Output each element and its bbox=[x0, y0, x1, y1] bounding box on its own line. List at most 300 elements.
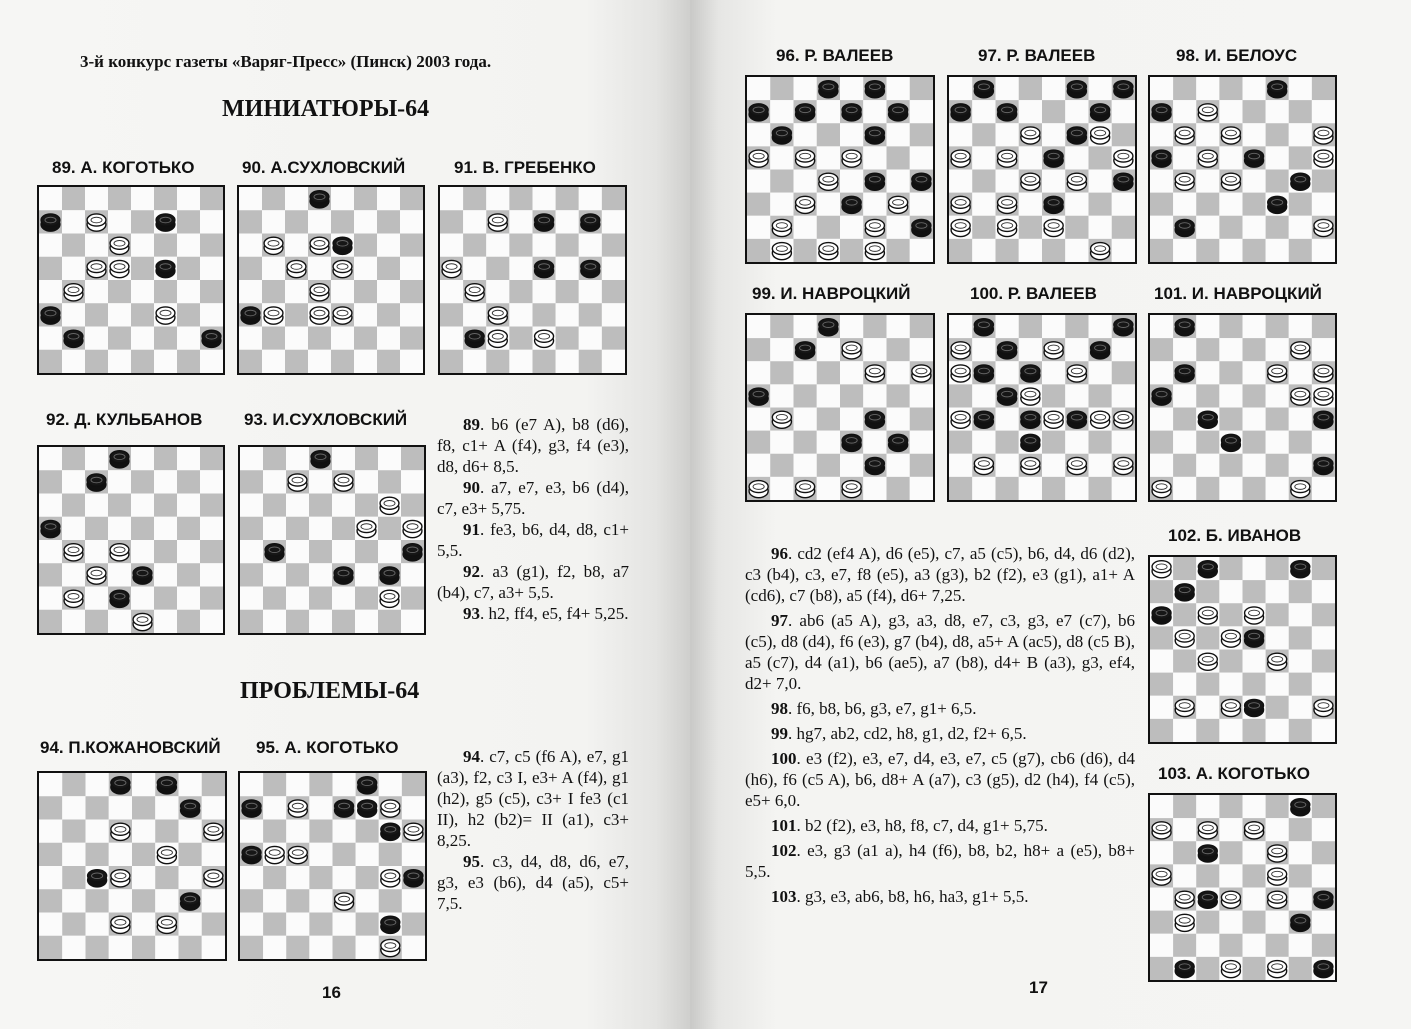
dark-square bbox=[602, 234, 625, 257]
white-checker bbox=[156, 307, 175, 324]
light-square bbox=[1312, 431, 1335, 454]
light-square bbox=[972, 193, 995, 216]
dark-square bbox=[1312, 170, 1335, 193]
dark-square bbox=[200, 234, 223, 257]
light-square bbox=[840, 454, 863, 477]
light-square bbox=[1289, 454, 1312, 477]
light-square bbox=[377, 280, 400, 303]
white-checker bbox=[842, 342, 861, 359]
light-square bbox=[1289, 888, 1312, 911]
dark-square bbox=[1196, 719, 1219, 742]
solution-number: 94 bbox=[463, 747, 480, 766]
dark-square bbox=[356, 913, 379, 936]
dark-square bbox=[332, 517, 355, 540]
light-square bbox=[910, 384, 933, 407]
dark-square bbox=[200, 187, 223, 210]
white-checker bbox=[796, 150, 815, 167]
light-square bbox=[863, 384, 886, 407]
dark-square bbox=[1196, 580, 1219, 603]
dark-square bbox=[1219, 77, 1242, 100]
contest-header: 3-й конкурс газеты «Варяг-Пресс» (Пинск) 2003 года. bbox=[80, 52, 492, 71]
dark-square bbox=[240, 563, 263, 586]
white-checker bbox=[1152, 822, 1171, 839]
light-square bbox=[131, 587, 154, 610]
black-checker bbox=[581, 260, 600, 277]
white-checker bbox=[1091, 127, 1110, 144]
board-grid bbox=[1150, 795, 1335, 980]
white-checker bbox=[1314, 365, 1333, 382]
black-checker bbox=[1314, 961, 1333, 978]
light-square bbox=[1173, 239, 1196, 262]
white-checker bbox=[749, 481, 768, 498]
light-square bbox=[1065, 193, 1088, 216]
solution-number: 91 bbox=[463, 520, 480, 539]
light-square bbox=[1312, 338, 1335, 361]
black-checker bbox=[535, 260, 554, 277]
dark-square bbox=[401, 587, 424, 610]
white-checker bbox=[889, 196, 908, 213]
white-checker bbox=[1175, 630, 1194, 647]
light-square bbox=[972, 477, 995, 500]
light-square bbox=[1266, 673, 1289, 696]
white-checker bbox=[381, 939, 400, 956]
black-checker bbox=[974, 81, 993, 98]
dark-square bbox=[1042, 100, 1065, 123]
black-checker bbox=[1291, 799, 1310, 816]
black-checker bbox=[1314, 411, 1333, 428]
black-checker bbox=[64, 330, 83, 347]
white-checker bbox=[1198, 822, 1217, 839]
light-square bbox=[1173, 818, 1196, 841]
dark-square bbox=[533, 303, 556, 326]
black-checker bbox=[1291, 173, 1310, 190]
white-checker bbox=[819, 243, 838, 260]
black-checker bbox=[1175, 365, 1194, 382]
dark-square bbox=[949, 431, 972, 454]
light-square bbox=[39, 820, 62, 843]
dark-square bbox=[1173, 650, 1196, 673]
black-checker bbox=[242, 846, 261, 863]
dark-square bbox=[747, 239, 770, 262]
black-checker bbox=[1044, 150, 1063, 167]
white-checker bbox=[1314, 699, 1333, 716]
board-title: 90. А.СУХЛОВСКИЙ bbox=[242, 158, 406, 177]
white-checker bbox=[334, 474, 353, 491]
light-square bbox=[440, 234, 463, 257]
black-checker bbox=[1245, 150, 1264, 167]
black-checker bbox=[842, 196, 861, 213]
black-checker bbox=[1021, 411, 1040, 428]
dark-square bbox=[86, 889, 109, 912]
dark-square bbox=[154, 327, 177, 350]
dark-square bbox=[1312, 557, 1335, 580]
dark-square bbox=[1312, 603, 1335, 626]
dark-square bbox=[131, 257, 154, 280]
dark-square bbox=[1289, 673, 1312, 696]
light-square bbox=[579, 327, 602, 350]
solution-paragraph bbox=[437, 746, 629, 851]
light-square bbox=[177, 587, 200, 610]
light-square bbox=[62, 796, 85, 819]
white-checker bbox=[1152, 481, 1171, 498]
light-square bbox=[463, 350, 486, 373]
dark-square bbox=[949, 384, 972, 407]
black-checker bbox=[41, 520, 60, 537]
light-square bbox=[972, 146, 995, 169]
light-square bbox=[309, 889, 332, 912]
solution-paragraph bbox=[745, 748, 1135, 811]
dark-square bbox=[579, 350, 602, 373]
black-checker bbox=[1314, 891, 1333, 908]
light-square bbox=[1065, 146, 1088, 169]
dark-square bbox=[177, 303, 200, 326]
black-checker bbox=[581, 214, 600, 231]
white-checker bbox=[157, 846, 176, 863]
light-square bbox=[240, 913, 263, 936]
light-square bbox=[202, 843, 225, 866]
dark-square bbox=[200, 587, 223, 610]
white-checker bbox=[1221, 630, 1240, 647]
light-square bbox=[179, 913, 202, 936]
dark-square bbox=[1089, 431, 1112, 454]
dark-square bbox=[817, 216, 840, 239]
light-square bbox=[177, 540, 200, 563]
solution-number: 95 bbox=[463, 852, 480, 871]
dark-square bbox=[910, 315, 933, 338]
light-square bbox=[401, 563, 424, 586]
light-square bbox=[262, 350, 285, 373]
dark-square bbox=[1150, 580, 1173, 603]
light-square bbox=[1243, 170, 1266, 193]
light-square bbox=[996, 408, 1019, 431]
light-square bbox=[400, 210, 423, 233]
white-checker bbox=[403, 520, 422, 537]
dark-square bbox=[1173, 603, 1196, 626]
light-square bbox=[86, 913, 109, 936]
light-square bbox=[887, 216, 910, 239]
light-square bbox=[379, 773, 402, 796]
dark-square bbox=[308, 327, 331, 350]
light-square bbox=[747, 454, 770, 477]
white-checker bbox=[1091, 411, 1110, 428]
solution-number: 100 bbox=[771, 749, 797, 768]
dark-square bbox=[200, 280, 223, 303]
solution-text: . a7, e7, e3, b6 (d4), c7, e3+ 5,75. bbox=[437, 478, 629, 518]
light-square bbox=[39, 327, 62, 350]
dark-square bbox=[309, 913, 332, 936]
dark-square bbox=[263, 773, 286, 796]
white-checker bbox=[1314, 219, 1333, 236]
light-square bbox=[62, 470, 85, 493]
white-checker bbox=[287, 260, 306, 277]
black-checker bbox=[1198, 411, 1217, 428]
light-square bbox=[863, 146, 886, 169]
white-checker bbox=[204, 823, 223, 840]
black-checker bbox=[333, 237, 352, 254]
solution-paragraph bbox=[745, 886, 1135, 907]
light-square bbox=[602, 257, 625, 280]
white-checker bbox=[1198, 653, 1217, 670]
white-checker bbox=[1091, 243, 1110, 260]
board-title: 95. А. КОГОТЬКО bbox=[256, 738, 399, 757]
light-square bbox=[1312, 719, 1335, 742]
white-checker bbox=[772, 411, 791, 428]
light-square bbox=[240, 866, 263, 889]
light-square bbox=[1312, 239, 1335, 262]
dark-square bbox=[1196, 911, 1219, 934]
black-checker bbox=[1114, 173, 1133, 190]
dark-square bbox=[972, 170, 995, 193]
light-square bbox=[39, 280, 62, 303]
dark-square bbox=[1243, 580, 1266, 603]
solution-text: . b6 (e7 A), b8 (d6), f8, c1+ A (f4), g3, f4 (e3), d8, d6+ 8,5. bbox=[437, 415, 629, 476]
black-checker bbox=[865, 173, 884, 190]
white-checker bbox=[1198, 607, 1217, 624]
light-square bbox=[794, 408, 817, 431]
light-square bbox=[62, 350, 85, 373]
light-square bbox=[533, 280, 556, 303]
solution-text: . b2 (f2), e3, h8, f8, c7, d4, g1+ 5,75. bbox=[796, 816, 1048, 835]
dark-square bbox=[972, 123, 995, 146]
solution-text: . ab6 (a5 A), g3, a3, d8, e7, c3, g3, e7 (c7), b6 (c5), d8 (d4), f6 (e3), g7 (b4), d8, a5+ A (ac5), d8 (c5 B), a5 (c7), d4 (a1), b6 (ae5), a7 (b8), d4+ B (a3), g3, ef4, d2+ 7,0. bbox=[745, 611, 1135, 693]
white-checker bbox=[87, 567, 106, 584]
light-square bbox=[62, 889, 85, 912]
light-square bbox=[1243, 841, 1266, 864]
dark-square bbox=[132, 843, 155, 866]
light-square bbox=[332, 540, 355, 563]
white-checker bbox=[1044, 219, 1063, 236]
dark-square bbox=[949, 477, 972, 500]
solution-number: 102 bbox=[771, 841, 797, 860]
white-checker bbox=[264, 307, 283, 324]
light-square bbox=[85, 187, 108, 210]
light-square bbox=[108, 610, 131, 633]
dark-square bbox=[286, 889, 309, 912]
dark-square bbox=[179, 843, 202, 866]
black-checker bbox=[358, 777, 377, 794]
light-square bbox=[85, 587, 108, 610]
dark-square bbox=[910, 408, 933, 431]
light-square bbox=[887, 454, 910, 477]
dark-square bbox=[154, 540, 177, 563]
dark-square bbox=[309, 494, 332, 517]
light-square bbox=[286, 587, 309, 610]
dark-square bbox=[379, 889, 402, 912]
light-square bbox=[794, 216, 817, 239]
light-square bbox=[1219, 911, 1242, 934]
black-checker bbox=[1198, 891, 1217, 908]
light-square bbox=[949, 454, 972, 477]
light-square bbox=[1266, 146, 1289, 169]
light-square bbox=[402, 796, 425, 819]
dark-square bbox=[240, 889, 263, 912]
dark-square bbox=[1173, 841, 1196, 864]
dark-square bbox=[401, 494, 424, 517]
light-square bbox=[1150, 934, 1173, 957]
light-square bbox=[108, 210, 131, 233]
solution-text: . a3 (g1), f2, b8, a7 (b4), c7, a3+ 5,5. bbox=[437, 562, 629, 602]
black-checker bbox=[1021, 365, 1040, 382]
dark-square bbox=[263, 447, 286, 470]
dark-square bbox=[108, 327, 131, 350]
light-square bbox=[794, 454, 817, 477]
light-square bbox=[1219, 719, 1242, 742]
light-square bbox=[85, 234, 108, 257]
white-checker bbox=[1291, 388, 1310, 405]
white-checker bbox=[1268, 891, 1287, 908]
dark-square bbox=[333, 843, 356, 866]
light-square bbox=[817, 193, 840, 216]
dark-square bbox=[108, 187, 131, 210]
dark-square bbox=[1243, 193, 1266, 216]
dark-square bbox=[1266, 123, 1289, 146]
light-square bbox=[240, 494, 263, 517]
light-square bbox=[332, 447, 355, 470]
light-square bbox=[440, 327, 463, 350]
light-square bbox=[85, 494, 108, 517]
dark-square bbox=[747, 431, 770, 454]
dark-square bbox=[154, 187, 177, 210]
dark-square bbox=[1312, 77, 1335, 100]
light-square bbox=[1243, 216, 1266, 239]
light-square bbox=[1089, 77, 1112, 100]
light-square bbox=[355, 563, 378, 586]
dark-square bbox=[262, 187, 285, 210]
black-checker bbox=[111, 777, 130, 794]
black-checker bbox=[1198, 845, 1217, 862]
white-checker bbox=[1221, 173, 1240, 190]
light-square bbox=[109, 936, 132, 959]
light-square bbox=[333, 866, 356, 889]
light-square bbox=[1173, 477, 1196, 500]
light-square bbox=[463, 303, 486, 326]
dark-square bbox=[1289, 957, 1312, 980]
black-checker bbox=[381, 823, 400, 840]
dark-square bbox=[85, 350, 108, 373]
light-square bbox=[177, 280, 200, 303]
board-title: 92. Д. КУЛЬБАНОВ bbox=[46, 410, 203, 429]
light-square bbox=[817, 431, 840, 454]
light-square bbox=[1219, 100, 1242, 123]
dark-square bbox=[263, 820, 286, 843]
white-checker bbox=[133, 613, 152, 630]
light-square bbox=[1219, 338, 1242, 361]
white-checker bbox=[310, 284, 329, 301]
white-checker bbox=[488, 214, 507, 231]
dark-square bbox=[200, 447, 223, 470]
light-square bbox=[1289, 934, 1312, 957]
light-square bbox=[85, 540, 108, 563]
light-square bbox=[200, 257, 223, 280]
light-square bbox=[132, 820, 155, 843]
dark-square bbox=[108, 280, 131, 303]
light-square bbox=[179, 820, 202, 843]
light-square bbox=[1042, 77, 1065, 100]
light-square bbox=[1112, 477, 1135, 500]
dark-square bbox=[747, 193, 770, 216]
light-square bbox=[1289, 361, 1312, 384]
board-grid bbox=[949, 77, 1135, 262]
white-checker bbox=[1152, 561, 1171, 578]
solutions-problems bbox=[437, 746, 629, 914]
dark-square bbox=[378, 517, 401, 540]
light-square bbox=[1266, 911, 1289, 934]
dark-square bbox=[1219, 795, 1242, 818]
white-checker bbox=[1268, 845, 1287, 862]
light-square bbox=[62, 517, 85, 540]
light-square bbox=[1150, 696, 1173, 719]
light-square bbox=[1289, 841, 1312, 864]
dark-square bbox=[1196, 477, 1219, 500]
light-square bbox=[1196, 216, 1219, 239]
dark-square bbox=[39, 843, 62, 866]
dark-square bbox=[509, 187, 532, 210]
black-checker bbox=[749, 388, 768, 405]
dark-square bbox=[86, 843, 109, 866]
light-square bbox=[1266, 818, 1289, 841]
white-checker bbox=[1175, 699, 1194, 716]
white-checker bbox=[1221, 699, 1240, 716]
solution-number: 89 bbox=[463, 415, 480, 434]
white-checker bbox=[1067, 457, 1086, 474]
dark-square bbox=[39, 936, 62, 959]
dark-square bbox=[377, 210, 400, 233]
black-checker bbox=[181, 893, 200, 910]
light-square bbox=[309, 796, 332, 819]
white-checker bbox=[1198, 150, 1217, 167]
light-square bbox=[1289, 408, 1312, 431]
dark-square bbox=[1196, 431, 1219, 454]
black-checker bbox=[1221, 434, 1240, 451]
white-checker bbox=[1291, 342, 1310, 359]
light-square bbox=[39, 234, 62, 257]
solution-text: . h2, ff4, e5, f4+ 5,25. bbox=[480, 604, 629, 623]
black-checker bbox=[181, 800, 200, 817]
light-square bbox=[39, 494, 62, 517]
dark-square bbox=[1042, 239, 1065, 262]
light-square bbox=[1065, 477, 1088, 500]
dark-square bbox=[602, 280, 625, 303]
dark-square bbox=[770, 454, 793, 477]
dark-square bbox=[262, 280, 285, 303]
light-square bbox=[1173, 384, 1196, 407]
light-square bbox=[1243, 934, 1266, 957]
light-square bbox=[200, 210, 223, 233]
dark-square bbox=[1289, 100, 1312, 123]
light-square bbox=[509, 210, 532, 233]
dark-square bbox=[1219, 603, 1242, 626]
light-square bbox=[309, 470, 332, 493]
light-square bbox=[1266, 580, 1289, 603]
light-square bbox=[263, 517, 286, 540]
black-checker bbox=[1114, 319, 1133, 336]
light-square bbox=[533, 234, 556, 257]
checkers-board bbox=[1148, 793, 1337, 982]
light-square bbox=[1042, 123, 1065, 146]
light-square bbox=[108, 303, 131, 326]
dark-square bbox=[154, 280, 177, 303]
light-square bbox=[1042, 170, 1065, 193]
light-square bbox=[131, 187, 154, 210]
white-checker bbox=[1268, 868, 1287, 885]
light-square bbox=[486, 280, 509, 303]
solution-number: 90 bbox=[463, 478, 480, 497]
solution-paragraph bbox=[437, 519, 629, 561]
light-square bbox=[770, 431, 793, 454]
black-checker bbox=[242, 800, 261, 817]
light-square bbox=[1196, 361, 1219, 384]
dark-square bbox=[1150, 338, 1173, 361]
